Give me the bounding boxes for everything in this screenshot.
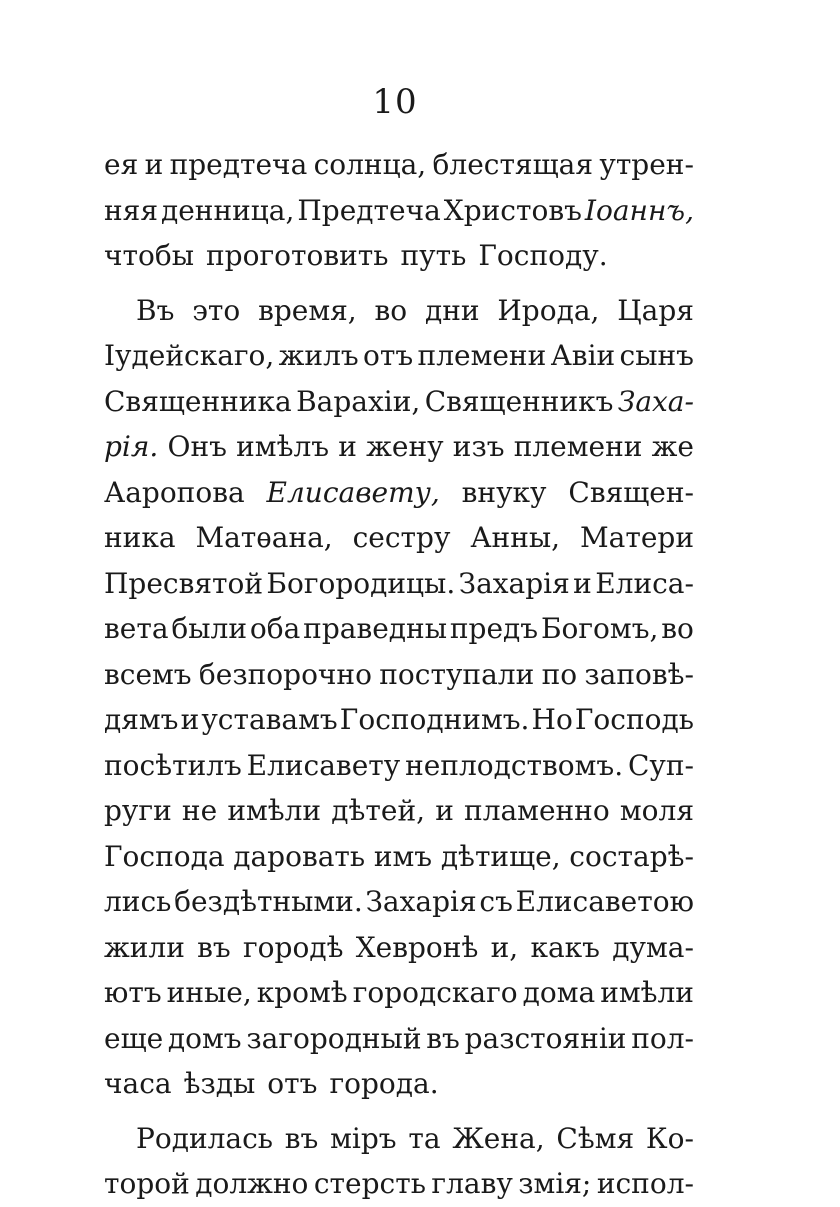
word: дѣтей, xyxy=(331,794,426,827)
word: разстояніи xyxy=(464,1021,627,1055)
word: Елисавету xyxy=(246,748,401,782)
word: не xyxy=(181,794,218,827)
word: Господу. xyxy=(478,239,608,272)
text-line xyxy=(104,333,694,379)
body-text xyxy=(104,142,694,1207)
word: домъ xyxy=(167,1021,242,1055)
word: время, xyxy=(258,293,357,327)
text-line xyxy=(104,1116,694,1162)
word: утрен- xyxy=(599,148,694,181)
word: сестру xyxy=(352,521,451,554)
word: отъ xyxy=(267,1067,318,1100)
word: міръ xyxy=(330,1121,397,1155)
word: дни xyxy=(424,293,480,327)
word: иные, xyxy=(166,976,252,1009)
word: Родилась xyxy=(136,1121,274,1155)
text-line xyxy=(104,424,694,470)
word: праведны xyxy=(303,612,447,645)
word: имъ xyxy=(373,839,433,873)
word: испол- xyxy=(596,1167,694,1200)
word: та xyxy=(408,1121,441,1155)
word: городѣ xyxy=(243,930,344,964)
word: Ирода, xyxy=(497,293,600,327)
word: ѣзды xyxy=(183,1067,256,1100)
word: города. xyxy=(329,1067,439,1100)
word: няя xyxy=(104,193,158,227)
word: Христовъ xyxy=(443,193,582,227)
word: дямъ xyxy=(104,703,179,736)
word: Священника xyxy=(104,384,292,418)
word: Господь xyxy=(574,703,694,736)
text-line xyxy=(104,561,694,607)
word: Суп- xyxy=(627,748,694,782)
word: городскаго xyxy=(352,976,518,1009)
word: Заха- xyxy=(617,384,694,418)
word: Въ xyxy=(136,293,175,327)
text-line xyxy=(104,697,694,743)
word: торой xyxy=(104,1167,190,1200)
word: Богородицы. xyxy=(266,566,456,600)
word: кромѣ xyxy=(256,976,348,1009)
text-line xyxy=(104,1161,694,1207)
word: жилъ xyxy=(278,339,359,372)
paragraph xyxy=(104,288,694,1107)
word: въ xyxy=(197,930,231,964)
word: жили xyxy=(104,930,185,964)
word: отъ xyxy=(363,339,414,372)
word: безпорочно xyxy=(198,657,372,691)
word: денница, xyxy=(160,193,295,227)
word: ника xyxy=(104,521,176,554)
word: пол- xyxy=(631,1021,694,1055)
text-line xyxy=(104,233,694,279)
word: были xyxy=(171,612,247,645)
text-line xyxy=(104,470,694,516)
word: стерсть xyxy=(313,1167,426,1200)
word: Елиса- xyxy=(595,566,694,600)
word: Ааропова xyxy=(104,475,245,509)
word: Пресвятой xyxy=(104,566,264,600)
word: Матери xyxy=(579,521,694,554)
word: Господа xyxy=(104,839,225,873)
paragraph xyxy=(104,1116,694,1207)
word: Анны, xyxy=(470,521,561,554)
word: Жена, xyxy=(452,1121,545,1155)
word: лись xyxy=(104,885,172,918)
text-line xyxy=(104,743,694,789)
word: Предтеча xyxy=(297,193,441,227)
word: Сѣмя xyxy=(556,1121,635,1155)
word: имѣли xyxy=(227,794,322,827)
word: изъ xyxy=(452,430,505,463)
word: и xyxy=(435,794,454,827)
word: проготовить xyxy=(206,239,389,272)
word: Матѳана, xyxy=(195,521,333,554)
word: моля xyxy=(619,794,694,827)
word: Захарія xyxy=(458,566,570,600)
word: въ xyxy=(426,1021,460,1055)
word: блестящая xyxy=(432,148,593,181)
word: Ко- xyxy=(645,1121,694,1155)
word: это xyxy=(192,293,241,327)
word: ютъ xyxy=(104,976,162,1009)
text-line xyxy=(104,788,694,834)
word: и xyxy=(144,148,164,181)
word: пламенно xyxy=(464,794,610,827)
word: дома xyxy=(522,976,596,1009)
text-line xyxy=(104,925,694,971)
word: чтобы xyxy=(104,239,195,272)
word: ея xyxy=(104,148,139,181)
word: путь xyxy=(400,239,467,272)
word: еще xyxy=(104,1021,164,1055)
word: часа xyxy=(104,1067,172,1100)
word: посѣтилъ xyxy=(104,748,242,782)
text-line xyxy=(104,606,694,652)
word: руги xyxy=(104,794,172,827)
word: Священникъ xyxy=(424,384,614,418)
text-line xyxy=(104,970,694,1016)
word: уставамъ xyxy=(201,703,338,736)
word: Священ- xyxy=(568,475,694,509)
word: вета xyxy=(104,612,169,645)
word: рія. xyxy=(104,430,159,463)
word: Но xyxy=(531,703,573,736)
text-line xyxy=(104,142,694,188)
word: имѣли xyxy=(600,976,694,1009)
text-line xyxy=(104,379,694,425)
word: Царя xyxy=(617,293,694,327)
paragraph xyxy=(104,142,694,279)
text-line xyxy=(104,188,694,234)
word: оба xyxy=(249,612,301,645)
word: Іоаннъ, xyxy=(584,193,694,227)
text-line xyxy=(104,879,694,925)
word: во xyxy=(374,293,408,327)
word: бездѣтными. xyxy=(174,885,363,918)
word: дѣтище, xyxy=(440,839,561,873)
word: какъ xyxy=(530,930,600,964)
word: Елисавету, xyxy=(266,475,440,509)
word: всемъ xyxy=(104,657,192,691)
word: и xyxy=(573,566,592,600)
word: Богомъ, xyxy=(540,612,659,645)
word: Онъ xyxy=(167,430,227,463)
word: дума- xyxy=(612,930,694,964)
word: и, xyxy=(490,930,519,964)
word: змія; xyxy=(518,1167,592,1200)
word: Варахіи, xyxy=(296,384,421,418)
text-line xyxy=(104,834,694,880)
word: сынъ xyxy=(619,339,694,372)
word: неплодствомъ. xyxy=(405,748,624,782)
text-line xyxy=(104,288,694,334)
word: предтеча xyxy=(169,148,308,181)
word: жену xyxy=(366,430,444,463)
word: Авіи xyxy=(550,339,616,372)
word: имѣлъ xyxy=(236,430,330,463)
text-line xyxy=(104,1061,694,1107)
word: и xyxy=(180,703,200,736)
word: Господнимъ. xyxy=(339,703,530,736)
word: солнца, xyxy=(313,148,427,181)
word: и xyxy=(338,430,357,463)
word: должно xyxy=(195,1167,309,1200)
word: главу xyxy=(431,1167,513,1200)
text-line xyxy=(104,1016,694,1062)
word: по xyxy=(541,657,578,691)
word: же xyxy=(651,430,694,463)
word: Захарія xyxy=(365,885,477,918)
word: поступали xyxy=(379,657,535,691)
text-line xyxy=(104,652,694,698)
word: даровать xyxy=(233,839,366,873)
word: въ xyxy=(284,1121,319,1155)
word: внуку xyxy=(461,475,547,509)
word: состарѣ- xyxy=(569,839,694,873)
word: Хевронѣ xyxy=(355,930,479,964)
word: Іудейскаго, xyxy=(104,339,275,372)
page-number: 10 xyxy=(372,82,418,122)
word: заповѣ- xyxy=(584,657,694,691)
text-line xyxy=(104,515,694,561)
word: загородный xyxy=(246,1021,422,1055)
word: съ xyxy=(479,885,513,918)
word: во xyxy=(661,612,694,645)
word: племени xyxy=(417,339,547,372)
word: племени xyxy=(513,430,643,463)
word: предъ xyxy=(449,612,539,645)
word: Елисаветою xyxy=(515,885,694,918)
